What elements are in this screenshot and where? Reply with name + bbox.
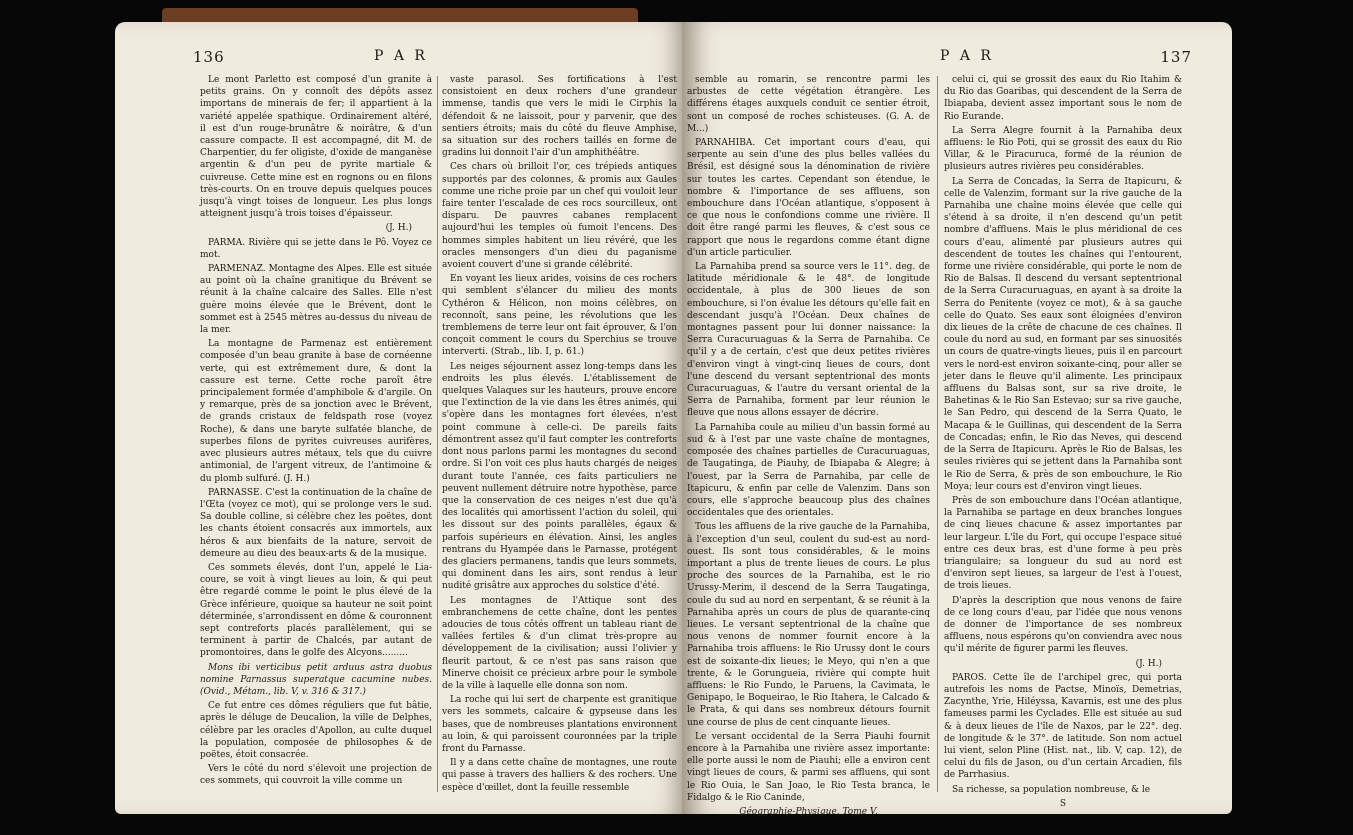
author-signature: (J. H.): [1135, 658, 1162, 669]
paragraph: Il y a dans cette chaîne de montagnes, une route qui passe à travers des halliers & des rochers. Une espèce d'œillet, dont la feuille ressemble: [442, 758, 677, 793]
paragraph: PAROS. Cette île de l'archipel grec, qui porta autrefois les noms de Pactse, Minoïs, Demetrias, Zacynthe, Yrie, Hiléyssa, Kavarnis, est une des plus fameuses parmi les Cyclades. Elle est située au sud & à deux lieues de l'île de Naxos, par le 22°. deg. de longitude & le 37°. de latitude. Son nom actuel lui vient, selon Pline (Hist. nat., lib. V, cap. 12), de celui du fils de Jason, ou d'un certain Arcadien, fils de Parrhasius.: [944, 672, 1182, 781]
right-column-1: [687, 74, 930, 817]
paragraph: Le versant occidental de la Serra Piauhi fournit encore à la Parnahiba une rivière assez importante: elle porte aussi le nom de Piauhi; elle a environ cent vingt lieues de cours, & parmi ses affluens, qui sont le Rio Ouia, le San Joao, le Rio Testa branca, le Fidalgo & le Rio Caninde,: [687, 731, 930, 803]
paragraph: La Serra Alegre fournit à la Parnahiba deux affluens: le Rio Poti, qui se grossit des eaux du Rio Villar, & le Piracuruca, formé de la réunion de plusieurs autres rivières peu considérables.: [944, 125, 1182, 173]
paragraph: Ce fut entre ces dômes réguliers que fut bâtie, après le déluge de Deucalion, la ville de Delphes, célèbre par les oracles d'Apollon, au culte duquel la population, composée de philosophes & de poëtes, étoit consacrée.: [200, 701, 432, 760]
paragraph: PARMENAZ. Montagne des Alpes. Elle est située au point où la chaîne granitique du Brévent se réunit à la chaîne calcaire des Salles. Elle n'est guère moins élevée que le Brévent, dont le sommet est à 2545 mètres au-dessus du niveau de la mer.: [200, 264, 432, 336]
paragraph: La Parnahiba prend sa source vers le 11°. deg. de latitude méridionale & le 48°. de longitude occidentale, à plus de 300 lieues de son embouchure, si l'on évalue les détours qu'elle fait en descendant jusqu'à l'Océan. Deux chaînes de montagnes passent pour lui donner naissance: la Serra Curacuruaguas & la Serra de Parnahiba. Ce qu'il y a de certain, c'est que deux petites rivières d'environ vingt à vingt-cinq lieues de cours, dont l'une descend du versant septentrional des monts Curacuruaguas, & l'autre du versant oriental de la Serra de Parnahiba, forment par leur réunion le fleuve que nous allons essayer de décrire.: [687, 262, 930, 419]
right-column-2: [944, 74, 1182, 809]
right-page-number: 137: [1160, 48, 1192, 66]
signature-mark: S: [1059, 798, 1067, 809]
paragraph: La montagne de Parmenaz est entièrement composée d'un beau granite à base de cornéenne verte, qui est extrêmement dure, & dont la cassure est terne. Cette roche paroît être principalement formée d'amphibole & d'argile. On y remarque, près de sa jonction avec le Brévent, de grands cristaux de feldspath rose (voyez Roche), & dans une baryte sulfatée blanche, de superbes filons de pyrites cuivreuses aurifères, avec plusieurs autres métaux, tels que du cuivre antimonial, de l'argent vitreux, de l'antimoine & du plomb sulfuré. (J. H.): [200, 339, 432, 484]
paragraph: La Parnahiba coule au milieu d'un bassin formé au sud & à l'est par une vaste chaîne de montagnes, composée des chaînes partielles de Curacuruaguas, de Taugatinga, de Piauhy, de Ibiapaba & Alegre; à l'ouest, par la Serra de Parnahiba, par celle de Itapicuru, & enfin par celle de Valenzim. Dans son cours, elle s'approche beaucoup plus des chaînes occidentales que des orientales.: [687, 422, 930, 519]
right-page: [682, 22, 1232, 817]
paragraph: semble au romarin, se rencontre parmi les arbustes de cette végétation étrangère. Les différens étages auxquels conduit ce sentier étroit, sont un composé de roches schisteuses. (G. A. de M...): [687, 75, 930, 134]
left-header-title: P A R: [374, 48, 428, 64]
latin-quote: Mons ibi verticibus petit arduus astra duobus nomine Parnassus superatque cacumine nubes. (Ovid., Métam., lib. V, v. 316 & 317.): [200, 662, 432, 697]
right-header-title: P A R: [940, 48, 994, 64]
paragraph: PARNASSE. C'est la continuation de la chaîne de l'Œta (voyez ce mot), qui se prolonge vers le sud. Sa double colline, si célèbre chez les poëtes, dont les chants étoient consacrés aux immortels, aux héros & aux bienfaits de la nature, servoit de demeure au dieu des beaux-arts & de la musique.: [200, 487, 432, 559]
paragraph: Ces chars où brilloit l'or, ces trépieds antiques supportés par des colonnes, & promis aux Gaules comme une riche proie par un chef qui vouloit leur faire tenter l'escalade de ces rocs sourcilleux, ont disparu. De pauvres cabanes remplacent aujourd'hui les temples où fumoit l'encens. Des hommes simples habitent un lieu révéré, que les oracles mensongers d'un dieu du paganisme avoient couvert d'une si grande célébrité.: [442, 162, 677, 271]
paragraph: La roche qui lui sert de charpente est granitique vers les sommets, calcaire & gypseuse dans les bases, que de nombreuses plantations environnent au loin, & qui paroissent couronnées par la triple front du Parnasse.: [442, 695, 677, 754]
paragraph: La Serra de Concadas, la Serra de Itapicuru, & celle de Valenzim, formant sur la rive gauche de la Parnahiba une chaîne moins élevée que celle qui s'étend à sa droite, il n'en descend qu'un petit nombre d'affluens. Mais le plus méridional de ces cours d'eau, alimenté par plusieurs autres qui descendent de toutes les chaînes qui l'entourent, forme une rivière considérable, qui porte le nom de Rio de Balsas. Il descend du versant septentrional de la Serra Curacuruaguas, en ayant à sa droite la Serra do Penitente (voyez ce mot), & à sa gauche celle do Quato. Ses eaux sont éloignées d'environ dix lieues de la crête de chacune de ces chaînes. Il coule du nord au sud, en formant par ses sinuosités un cours de quatre-vingts lieues, puis il en parcourt vers le nord-est environ soixante-cinq, pour aller se jeter dans le fleuve qu'il alimente. Les principaux affluens du Balsas sont, sur sa rive droite, le Bahetinas & le Rio San Estevao; sur sa rive gauche, le San Pedro, qui descend de la Serra Quato, le Macapa & le Guillinas, qui descendent de la Serra de Concadas; enfin, le Rio das Neves, qui descend de la Serra de Itapicuru. Après le Rio de Balsas, les seules rivières qui se jettent dans la Parnahiba sont le Rio de Serra, & près de son embouchure, le Rio Moya; leur cours est d'environ vingt lieues.: [944, 176, 1182, 492]
left-page: [115, 22, 687, 814]
paragraph: En voyant les lieux arides, voisins de ces rochers qui semblent s'élancer du milieu des monts Cythéron & Hélicon, non moins célèbres, on reconnoît, sans peine, les révolutions que les tremblemens de terre leur ont fait éprouver, & l'on conçoit comment le cours du Sperchius se trouve interverti. (Strab., lib. I, p. 61.): [442, 274, 677, 358]
paragraph: vaste parasol. Ses fortifications à l'est consistoient en deux rochers d'une grandeur immense, tandis que vers le midi le Cirphis la défendoit & ne laissoit, pour y parvenir, que des sentiers étroits; mais du côté du fleuve Amphise, sa situation sur des rochers taillés en forme de gradins lui donnoit l'air d'un amphithéâtre.: [442, 75, 677, 159]
left-column-2: [442, 74, 677, 796]
paragraph: Tous les affluens de la rive gauche de la Parnahiba, à l'exception d'un seul, coulent du sud-est au nord-ouest. Ils sont tous considérables, & le moins important a plus de trente lieues de cours. Le plus proche des sources de la Parnahiba, est le rio Urussy-Merim, il descend de la Serra Taugatinga, coule du sud au nord en serpentant, & se réunit à la Parnahiba après un cours de plus de quarante-cinq lieues. Le versant septentrional de la chaîne que nous venons de nommer fournit encore à la Parnahiba trois affluens: le Rio Urussy dont le cours est de soixante-dix lieues; le Meyo, qui n'en a que trente, & le Gorungueia, rivière qui compte huit affluens: le Rio Fundo, le Paruens, la Cavimata, le Genipapo, le Boqueirao, le Rio Itahera, le Calcado & le Prata, & qui dans ses nombreux détours fournit une course de plus de cent cinquante lieues.: [687, 522, 930, 728]
paragraph: Vers le côté du nord s'élevoit une projection de ces sommets, qui couvroit la ville comme un: [200, 764, 432, 787]
author-signature: (J. H.): [385, 223, 412, 234]
paragraph: Sa richesse, sa population nombreuse, & le: [952, 784, 1151, 795]
paragraph: celui ci, qui se grossit des eaux du Rio Itahim & du Rio das Goaribas, qui descendent de la Serra de Ibiapaba, devient assez important sous le nom de Rio Eurande.: [944, 75, 1182, 122]
left-column-1: [200, 74, 432, 796]
paragraph: PARNAHIBA. Cet important cours d'eau, qui serpente au sein d'une des plus belles vallées du Brésil, est désigné sous la dénomination de rivière sur toutes les cartes. Cependant son étendue, le nombre & l'importance de ses affluens, son embouchure dans l'Océan atlantique, s'opposent à ce que nous le confondions comme une rivière. Il doit être rangé parmi les fleuves, & c'est sous ce rapport que nous le regardons comme étant digne d'un article particulier.: [687, 138, 930, 258]
left-running-head: [193, 48, 609, 70]
right-running-head: [742, 48, 1192, 70]
right-column-rule: [937, 76, 938, 792]
left-column-rule: [437, 76, 438, 792]
paragraph: Près de son embouchure dans l'Océan atlantique, la Parnahiba se partage en deux branches longues de cinq lieues chacune & assez importantes par leur largeur. L'île du Fort, qui occupe l'espace situé entre ces deux bras, est d'une forme à peu près triangulaire; sa longueur du sud au nord est d'environ sept lieues, sa largeur de l'est à l'ouest, de trois lieues.: [944, 495, 1182, 592]
paragraph: PARMA. Rivière qui se jette dans le Pô. Voyez ce mot.: [200, 237, 432, 260]
paragraph: Les neiges séjournent assez long-temps dans les endroits les plus élevés. L'établissement de quelques Valaques sur les hauteurs, prouve encore que l'extinction de la vie dans les êtres animés, qui s'opère dans les montagnes fort élevées, n'est point commune à celle-ci. De pareils faits démontrent assez qu'il faut compter les contreforts dont nous parlons parmi les montagnes du second ordre. Si l'on voit ces plus hauts chargés de neiges durant toute l'année, ces faits particuliers ne peuvent nullement détruire notre hypothèse, parce que la conservation de ces neiges n'est due qu'à des localités qui amortissent l'action du soleil, qui les dissout sur des points parallèles, égaux & parfois supérieurs en élévation. Ainsi, les angles rentrans du Hyampée dans le Parnasse, protégent des glaciers permanens, tandis que leurs sommets, qui dominent dans les airs, sont rendus à leur nudité grisâtre aux approches du solstice d'été.: [442, 361, 677, 592]
paragraph: D'après la description que nous venons de faire de ce long cours d'eau, par l'idée que nous venons de donner de l'importance de ses nombreux affluens, nous espérons qu'on conviendra avec nous qu'il mérite de figurer parmi les fleuves.: [944, 595, 1182, 655]
left-page-number: 136: [193, 48, 225, 66]
paragraph: Les montagnes de l'Attique sont des embranchemens de cette chaîne, dont les pentes adoucies de tous côtés offrent un tableau riant de vallées fertiles & d'un climat très-propre au développement de la civilisation; aussi l'olivier y fleurit partout, & ce n'est pas sans raison que Minerve choisit ce précieux arbre pour le symbole de la ville à laquelle elle donna son nom.: [442, 595, 677, 691]
paragraph: Ces sommets élevés, dont l'un, appelé le Lia-coure, se voit à vingt lieues au loin, & qui peut être regardé comme le point le plus élevé de la Grèce inférieure, quoique sa hauteur ne soit point déterminée, s'arrondissent en dôme & couronnent sept contreforts placés parallèlement, qui se terminent à partir de Chalcés, par autant de promontoires, dans le golfe des Alcyons.........: [200, 562, 432, 659]
volume-footer: Géographie-Physique. Tome V.: [739, 806, 878, 817]
paragraph: Le mont Parletto est composé d'un granite à petits grains. On y connoît des dépôts assez importans de minerais de fer; il appartient à la variété appelée spathique. Ordinairement altéré, il est d'un rouge-brunâtre & noirâtre, & d'un cassure compacte. Il est accompagné, dit M. de Charpentier, du fer oligiste, d'oxide de manganèse argentin & d'un peu de pyrite martiale & cuivreuse. Cette mine est en rognons ou en filons très-courts. On en trouve depuis quelques pouces jusqu'à vingt toises de longueur. Les plus longs atteignent jusqu'à trois toises d'épaisseur.: [200, 75, 432, 220]
